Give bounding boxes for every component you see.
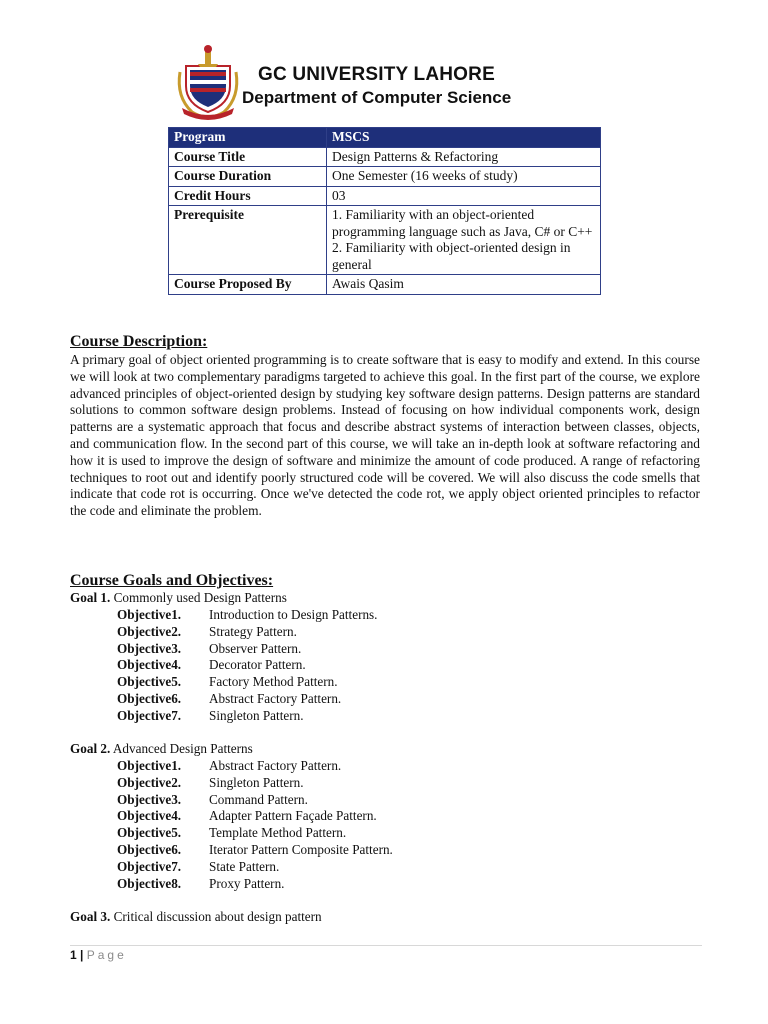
objective-text: Factory Method Pattern. <box>209 674 338 690</box>
table-row-title <box>169 147 601 167</box>
objective-text: Introduction to Design Patterns. <box>209 607 378 622</box>
course-description-text: A primary goal of object oriented programming is to create software that is easy to modify and extend. In this course we will look at two complementary paradigms targeted to achieve this goal. In the first part of the course, we explore advanced principles of object-oriented design by studying key software design patterns. Design patterns are standard solutions to common software design problems. Instead of focusing on how individual components work, design patterns are a systematic approach that focus and describe abstract systems of interaction between classes, objects, and communication flow. In the second part of this course, we will take an in-depth look at software refactoring and how it is used to improve the design of software and minimize the amount of code produced. A range of refactoring techniques to root out and identify poorly structured code will be covered. We will also discuss the code smells that indicate that code rot is occurring. Once we've detected the code rot, we apply object oriented principles to refactor the code and eliminate the problem. <box>70 352 700 519</box>
course-title-label: Course Title <box>169 147 327 167</box>
objective-number: Objective4. <box>117 808 182 824</box>
objective-text: Singleton Pattern. <box>209 707 304 723</box>
list-item <box>117 792 393 809</box>
university-name: GC UNIVERSITY LAHORE <box>258 64 495 85</box>
objective-number: Objective1. <box>117 607 182 622</box>
goal-2-objectives <box>117 758 393 892</box>
proposed-by-label: Course Proposed By <box>169 275 327 295</box>
page-number: 1 <box>70 948 77 962</box>
goal-2-text: Advanced Design Patterns <box>112 741 253 756</box>
table-row-duration <box>169 167 601 187</box>
prerequisite-label: Prerequisite <box>169 206 327 275</box>
list-item <box>117 708 377 725</box>
objective-number: Objective1. <box>117 758 182 773</box>
program-label: Program <box>169 128 327 148</box>
objective-text: Template Method Pattern. <box>209 825 347 841</box>
goal-1 <box>70 590 287 607</box>
list-item <box>117 775 393 792</box>
course-duration-label: Course Duration <box>169 167 327 187</box>
page-word: Page <box>86 948 127 962</box>
goal-1-objectives <box>117 607 377 725</box>
department-name: Department of Computer Science <box>242 88 512 107</box>
goal-1-label: Goal 1. <box>70 590 111 605</box>
goal-3 <box>70 909 322 926</box>
table-row-prerequisite <box>169 206 601 275</box>
objective-number: Objective5. <box>117 674 182 690</box>
course-description-heading: Course Description: <box>70 333 208 350</box>
list-item <box>117 657 377 674</box>
objective-text: Proxy Pattern. <box>209 875 285 891</box>
list-item <box>117 825 393 842</box>
objective-text: Command Pattern. <box>209 791 308 807</box>
prerequisite-item: 1. Familiarity with an object-oriented programming language such as Java, C# or C++ <box>332 207 593 239</box>
objective-text: Strategy Pattern. <box>209 623 297 639</box>
objective-number: Objective6. <box>117 841 182 857</box>
objective-text: Singleton Pattern. <box>209 774 304 790</box>
list-item <box>117 859 393 876</box>
course-info-table <box>168 127 601 295</box>
footer-divider <box>70 945 702 946</box>
objective-number: Objective4. <box>117 657 182 673</box>
page-separator: | <box>76 948 87 962</box>
prerequisite-item: 2. Familiarity with object-oriented design in general <box>332 240 571 272</box>
goal-3-label: Goal 3. <box>70 909 111 924</box>
objective-number: Objective2. <box>117 774 182 790</box>
university-crest-logo <box>172 42 244 120</box>
course-duration-value: One Semester (16 weeks of study) <box>327 167 601 187</box>
objective-number: Objective3. <box>117 791 182 807</box>
list-item <box>117 758 393 775</box>
objective-number: Objective8. <box>117 875 182 891</box>
table-row-proposed-by <box>169 275 601 295</box>
objective-text: Decorator Pattern. <box>209 657 306 673</box>
objective-number: Objective6. <box>117 690 182 706</box>
objective-number: Objective5. <box>117 825 182 841</box>
objective-number: Objective7. <box>117 858 182 874</box>
goal-2-label: Goal 2. <box>70 741 111 756</box>
objective-text: Iterator Pattern Composite Pattern. <box>209 841 393 857</box>
objective-text: Abstract Factory Pattern. <box>209 758 342 773</box>
goal-1-text: Commonly used Design Patterns <box>113 590 287 605</box>
course-title-value: Design Patterns & Refactoring <box>327 147 601 167</box>
objective-text: Adapter Pattern Façade Pattern. <box>209 808 377 824</box>
list-item <box>117 624 377 641</box>
proposed-by-value: Awais Qasim <box>327 275 601 295</box>
course-goals-heading: Course Goals and Objectives: <box>70 572 274 589</box>
credit-hours-value: 03 <box>327 186 601 206</box>
prerequisite-value <box>327 206 601 275</box>
credit-hours-label: Credit Hours <box>169 186 327 206</box>
objective-text: Observer Pattern. <box>209 640 302 656</box>
list-item <box>117 876 393 893</box>
objective-text: Abstract Factory Pattern. <box>209 690 342 706</box>
goal-2 <box>70 741 253 758</box>
list-item <box>117 607 377 624</box>
objective-number: Objective3. <box>117 640 182 656</box>
objective-number: Objective7. <box>117 707 182 723</box>
page-footer <box>70 948 127 962</box>
objective-text: State Pattern. <box>209 858 280 874</box>
list-item <box>117 691 377 708</box>
list-item <box>117 808 393 825</box>
objective-number: Objective2. <box>117 623 182 639</box>
goal-3-text: Critical discussion about design pattern <box>113 909 322 924</box>
table-row-credit <box>169 186 601 206</box>
program-value: MSCS <box>327 128 601 148</box>
list-item <box>117 842 393 859</box>
table-row-program <box>169 128 601 148</box>
list-item <box>117 641 377 658</box>
list-item <box>117 674 377 691</box>
